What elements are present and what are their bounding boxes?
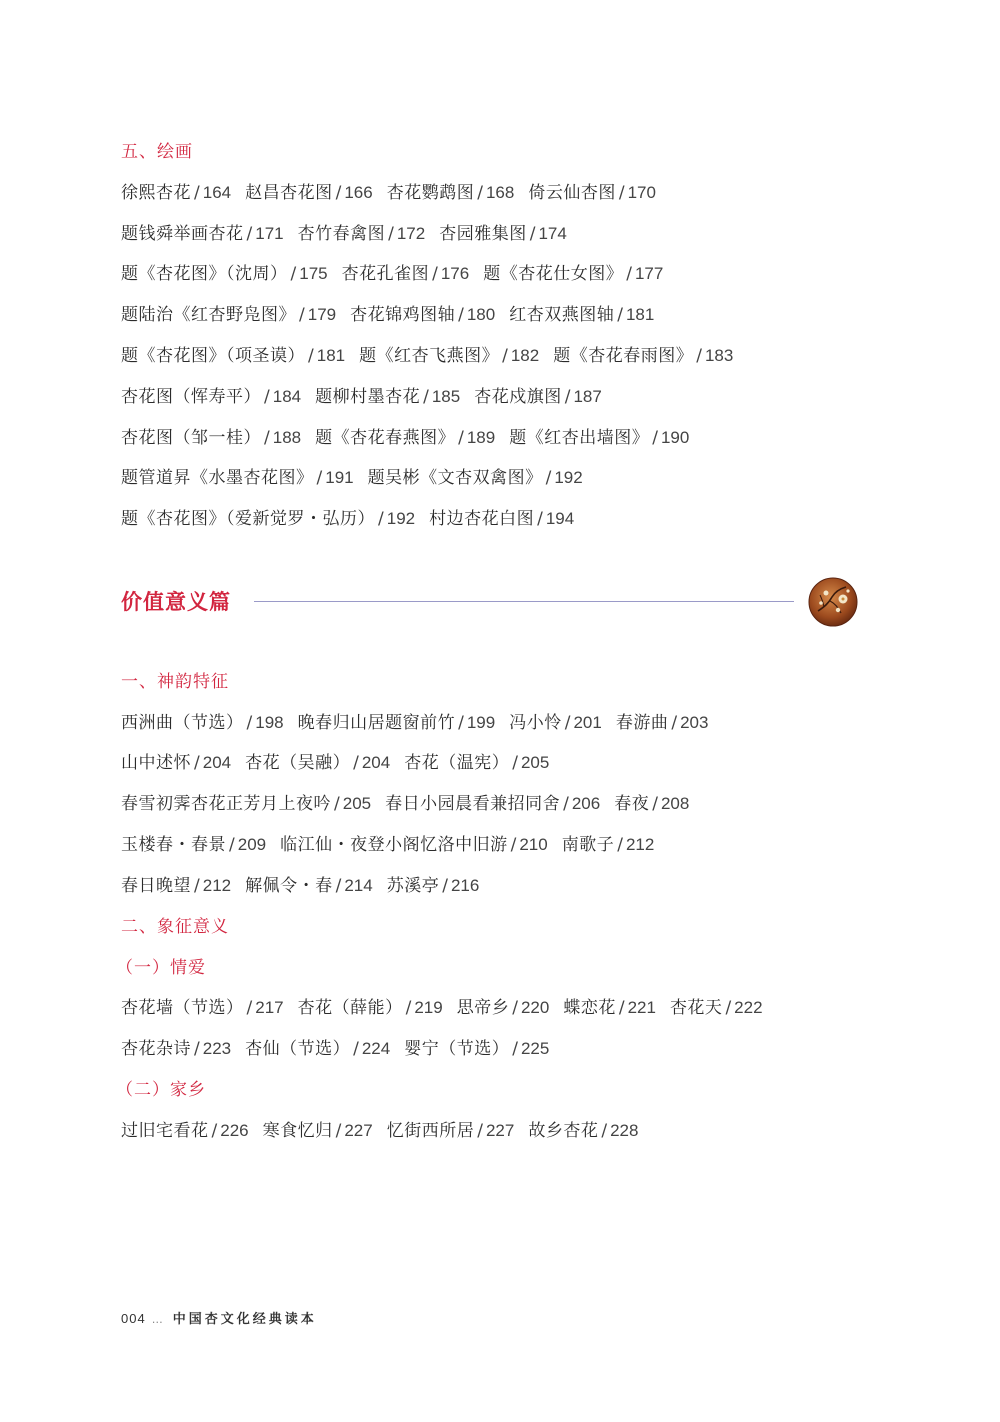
toc-entry-page: 210 xyxy=(519,835,548,854)
toc-separator: / xyxy=(512,998,518,1018)
toc-entry-title: 思帝乡 xyxy=(456,998,510,1018)
toc-line xyxy=(121,875,493,897)
toc-separator: / xyxy=(353,1039,359,1059)
footer-dots: … xyxy=(151,1313,163,1326)
toc-line xyxy=(121,223,581,245)
toc-separator: / xyxy=(353,753,359,773)
toc-entry-title: 西洲曲（节选） xyxy=(121,713,244,733)
toc-entry-page: 204 xyxy=(361,753,391,772)
toc-separator: / xyxy=(211,1121,218,1141)
toc-entry-page: 209 xyxy=(237,835,267,854)
toc-entry-page: 190 xyxy=(660,428,690,447)
toc-separator: / xyxy=(563,794,569,814)
toc-entry xyxy=(263,1121,373,1141)
toc-line xyxy=(121,834,668,856)
toc-entry-page: 175 xyxy=(299,264,328,283)
toc-entry-page: 225 xyxy=(520,1039,550,1058)
toc-entry xyxy=(121,998,284,1018)
toc-entry-page: 183 xyxy=(704,346,734,365)
toc-line xyxy=(121,304,668,326)
toc-entry-page: 205 xyxy=(342,794,372,813)
toc-entry-title: 题《红杏出墙图》 xyxy=(509,428,650,448)
toc-entry-page: 217 xyxy=(255,998,284,1017)
toc-entry xyxy=(121,264,328,284)
toc-entry-page: 216 xyxy=(450,876,480,895)
toc-separator: / xyxy=(378,509,384,529)
toc-line xyxy=(121,1038,563,1060)
toc-entry-page: 170 xyxy=(627,183,656,202)
toc-entry-page: 181 xyxy=(625,305,655,324)
toc-line xyxy=(121,712,722,734)
toc-separator: / xyxy=(601,1121,608,1141)
toc-separator: / xyxy=(458,305,464,325)
toc-entry-title: 杏花孔雀图 xyxy=(341,264,430,284)
toc-separator: / xyxy=(194,1039,200,1059)
toc-entry xyxy=(385,794,600,814)
toc-entry-page: 180 xyxy=(466,305,496,324)
toc-entry-page: 228 xyxy=(610,1121,639,1140)
toc-separator: / xyxy=(194,183,200,203)
toc-entry xyxy=(457,998,550,1018)
toc-entry xyxy=(614,794,689,814)
toc-entry-page: 192 xyxy=(554,468,583,487)
toc-entry-page: 226 xyxy=(220,1121,249,1140)
toc-line xyxy=(121,1120,652,1142)
toc-entry-page: 223 xyxy=(202,1039,232,1058)
toc-entry-title: 杏花（温宪） xyxy=(404,753,510,773)
toc-entry-title: 题《红杏飞燕图》 xyxy=(359,346,500,366)
toc-entry xyxy=(616,713,709,733)
subsection-heading-home: （二）家乡 xyxy=(116,1080,206,1100)
toc-entry xyxy=(429,509,574,529)
toc-entry-title: 杏花戍旗图 xyxy=(474,387,562,407)
toc-separator: / xyxy=(671,713,678,733)
toc-entry xyxy=(387,876,480,896)
toc-separator: / xyxy=(564,387,571,407)
toc-entry-title: 题《杏花春燕图》 xyxy=(315,428,456,448)
toc-entry-title: 晚春归山居题窗前竹 xyxy=(297,713,456,733)
toc-entry xyxy=(404,753,549,773)
toc-entry-title: 寒食忆归 xyxy=(262,1121,333,1141)
toc-separator: / xyxy=(335,183,342,203)
toc-entry xyxy=(121,305,336,325)
toc-separator: / xyxy=(617,835,623,855)
toc-entry-title: 题柳村墨杏花 xyxy=(315,387,421,407)
toc-entry xyxy=(121,1039,231,1059)
section-heading-spirit: 一、神韵特征 xyxy=(121,672,229,692)
subsection-heading-love: （一）情爱 xyxy=(116,958,206,978)
toc-entry xyxy=(439,224,567,244)
toc-entry-title: 杏竹春禽图 xyxy=(297,224,386,244)
toc-entry xyxy=(528,183,656,203)
toc-entry-title: 杏花墙（节选） xyxy=(121,998,244,1018)
toc-entry xyxy=(245,183,373,203)
toc-entry-title: 题管道昇《水墨杏花图》 xyxy=(121,468,314,488)
toc-entry-title: 解佩令・春 xyxy=(245,876,333,896)
toc-entry-page: 187 xyxy=(573,387,602,406)
toc-entry-title: 题《杏花图》（沈周） xyxy=(121,264,288,284)
toc-separator: / xyxy=(510,835,517,855)
toc-entry-page: 194 xyxy=(545,509,575,528)
toc-entry-title: 玉楼春・春景 xyxy=(121,835,226,855)
toc-separator: / xyxy=(246,998,253,1018)
toc-entry-title: 春日小园晨看兼招同舍 xyxy=(385,794,561,814)
toc-entry xyxy=(121,224,284,244)
toc-entry xyxy=(245,876,373,896)
toc-entry-page: 208 xyxy=(660,794,690,813)
toc-separator: / xyxy=(652,794,658,814)
toc-entry-page: 222 xyxy=(734,998,763,1017)
toc-entry-title: 冯小怜 xyxy=(509,713,562,733)
section-heading-symbol: 二、象征意义 xyxy=(121,917,229,937)
toc-separator: / xyxy=(405,998,412,1018)
toc-separator: / xyxy=(477,1121,483,1141)
toc-separator: / xyxy=(335,1121,342,1141)
toc-entry-title: 苏溪亭 xyxy=(386,876,440,896)
toc-separator: / xyxy=(423,387,429,407)
toc-line xyxy=(121,345,747,367)
toc-entry-title: 题钱舜举画杏花 xyxy=(121,224,244,244)
toc-entry xyxy=(121,387,301,407)
toc-entry-title: 杏花鹦鹉图 xyxy=(386,183,475,203)
toc-entry xyxy=(298,224,426,244)
toc-separator: / xyxy=(432,264,438,284)
toc-entry-title: 赵昌杏花图 xyxy=(245,183,333,203)
toc-separator: / xyxy=(652,428,658,448)
section-heading-painting: 五、绘画 xyxy=(121,142,193,162)
toc-entry xyxy=(121,509,415,529)
toc-entry-title: 春雪初霁杏花正芳月上夜吟 xyxy=(121,794,331,814)
toc-separator: / xyxy=(458,428,464,448)
toc-entry xyxy=(359,346,539,366)
toc-entry xyxy=(315,428,495,448)
chapter-title: 价值意义篇 xyxy=(121,590,231,614)
toc-entry xyxy=(298,713,496,733)
book-title: 中国杏文化经典读本 xyxy=(172,1312,317,1327)
toc-entry xyxy=(350,305,495,325)
toc-entry xyxy=(553,346,733,366)
toc-entry xyxy=(121,428,301,448)
toc-entry-title: 杏花图（邹一桂） xyxy=(121,428,261,448)
toc-entry-title: 春日晚望 xyxy=(121,876,191,896)
toc-entry-page: 182 xyxy=(510,346,540,365)
toc-entry-title: 杏花（吴融） xyxy=(245,753,351,773)
toc-separator: / xyxy=(264,387,270,407)
toc-entry-page: 184 xyxy=(272,387,302,406)
toc-entry-page: 168 xyxy=(485,183,515,202)
toc-entry xyxy=(474,387,602,407)
toc-separator: / xyxy=(564,713,571,733)
toc-separator: / xyxy=(502,346,508,366)
toc-line xyxy=(121,508,588,530)
toc-entry-page: 191 xyxy=(325,468,354,487)
toc-entry xyxy=(245,1039,390,1059)
toc-entry-title: 题陆治《红杏野凫图》 xyxy=(121,305,296,325)
toc-entry-page: 212 xyxy=(202,876,232,895)
toc-entry xyxy=(280,835,548,855)
toc-entry-title: 题《杏花仕女图》 xyxy=(483,264,624,284)
toc-entry-page: 219 xyxy=(414,998,443,1017)
toc-separator: / xyxy=(537,509,543,529)
toc-entry-page: 192 xyxy=(386,509,416,528)
toc-separator: / xyxy=(442,876,448,896)
toc-entry xyxy=(368,468,583,488)
toc-entry-title: 杏花（薛能） xyxy=(297,998,403,1018)
toc-entry-page: 201 xyxy=(573,713,602,732)
toc-separator: / xyxy=(299,305,305,325)
toc-entry xyxy=(121,713,284,733)
toc-entry xyxy=(670,998,763,1018)
toc-entry-page: 172 xyxy=(396,224,426,243)
toc-entry-page: 214 xyxy=(344,876,373,895)
toc-entry xyxy=(563,998,656,1018)
toc-separator: / xyxy=(290,264,297,284)
toc-separator: / xyxy=(388,224,394,244)
toc-entry-page: 220 xyxy=(520,998,550,1017)
toc-entry-page: 164 xyxy=(202,183,232,202)
toc-entry-page: 177 xyxy=(634,264,664,283)
toc-separator: / xyxy=(194,753,200,773)
toc-entry-title: 春游曲 xyxy=(615,713,669,733)
toc-entry-title: 杏园雅集图 xyxy=(439,224,527,244)
toc-entry xyxy=(387,183,515,203)
toc-entry-page: 224 xyxy=(361,1039,391,1058)
toc-separator: / xyxy=(618,998,625,1018)
toc-separator: / xyxy=(512,1039,518,1059)
toc-separator: / xyxy=(545,468,552,488)
toc-entry-page: 204 xyxy=(202,753,232,772)
toc-entry-title: 题《杏花图》（爱新觉罗・弘历） xyxy=(121,509,375,529)
toc-entry-title: 红杏双燕图轴 xyxy=(509,305,615,325)
toc-separator: / xyxy=(626,264,632,284)
toc-entry-title: 徐熙杏花 xyxy=(121,183,191,203)
toc-entry-page: 166 xyxy=(344,183,373,202)
toc-entry xyxy=(509,713,602,733)
toc-entry-title: 忆街西所居 xyxy=(386,1121,475,1141)
toc-entry xyxy=(528,1121,638,1141)
toc-entry-title: 杏花锦鸡图轴 xyxy=(350,305,456,325)
toc-entry-page: 221 xyxy=(627,998,656,1017)
toc-entry-page: 227 xyxy=(344,1121,373,1140)
toc-separator: / xyxy=(477,183,483,203)
toc-line xyxy=(121,263,677,285)
toc-entry-title: 南歌子 xyxy=(561,835,615,855)
toc-separator: / xyxy=(618,183,625,203)
toc-entry-page: 227 xyxy=(485,1121,515,1140)
toc-entry xyxy=(245,753,390,773)
toc-entry-title: 村边杏花白图 xyxy=(429,509,535,529)
toc-entry xyxy=(562,835,655,855)
toc-entry-page: 203 xyxy=(680,713,709,732)
toc-entry-page: 198 xyxy=(255,713,284,732)
toc-entry xyxy=(121,753,231,773)
toc-entry-title: 杏仙（节选） xyxy=(245,1039,351,1059)
toc-entry-title: 蝶恋花 xyxy=(563,998,616,1018)
toc-entry-title: 山中述怀 xyxy=(121,753,191,773)
toc-entry-page: 205 xyxy=(520,753,550,772)
toc-entry-page: 188 xyxy=(272,428,302,447)
toc-entry-page: 185 xyxy=(431,387,461,406)
toc-entry xyxy=(121,468,354,488)
toc-entry xyxy=(387,1121,515,1141)
toc-entry-title: 过旧宅看花 xyxy=(121,1121,209,1141)
toc-separator: / xyxy=(194,876,200,896)
toc-entry xyxy=(298,998,443,1018)
toc-entry-title: 杏花杂诗 xyxy=(121,1039,191,1059)
toc-entry xyxy=(121,876,231,896)
toc-separator: / xyxy=(308,346,314,366)
chapter-divider xyxy=(254,601,794,602)
toc-separator: / xyxy=(334,794,340,814)
toc-entry-page: 174 xyxy=(538,224,567,243)
toc-separator: / xyxy=(512,753,518,773)
apricot-blossom-medallion-icon xyxy=(808,577,858,627)
toc-entry-title: 倚云仙杏图 xyxy=(528,183,616,203)
toc-line xyxy=(121,386,616,408)
toc-entry-page: 189 xyxy=(466,428,496,447)
toc-entry xyxy=(509,428,689,448)
toc-entry-page: 171 xyxy=(255,224,284,243)
page-footer xyxy=(121,1310,317,1329)
toc-line xyxy=(121,997,777,1019)
toc-entry xyxy=(342,264,470,284)
toc-entry-title: 题《杏花图》（项圣谟） xyxy=(121,346,305,366)
toc-entry-page: 176 xyxy=(440,264,470,283)
toc-entry-title: 春夜 xyxy=(614,794,650,814)
toc-entry-title: 临江仙・夜登小阁忆洛中旧游 xyxy=(280,835,508,855)
toc-entry-page: 181 xyxy=(316,346,346,365)
toc-separator: / xyxy=(617,305,623,325)
toc-line xyxy=(121,752,563,774)
toc-line xyxy=(121,427,703,449)
toc-entry xyxy=(404,1039,549,1059)
toc-entry xyxy=(483,264,663,284)
toc-separator: / xyxy=(264,428,270,448)
toc-separator: / xyxy=(458,713,464,733)
toc-separator: / xyxy=(335,876,342,896)
toc-entry xyxy=(121,1121,249,1141)
toc-entry xyxy=(315,387,460,407)
toc-line xyxy=(121,793,703,815)
toc-entry-page: 212 xyxy=(625,835,655,854)
toc-line xyxy=(121,467,597,489)
toc-entry xyxy=(509,305,654,325)
toc-entry-page: 199 xyxy=(466,713,496,732)
toc-entry xyxy=(121,183,231,203)
toc-entry-title: 杏花天 xyxy=(669,998,723,1018)
toc-entry xyxy=(121,346,345,366)
toc-entry-title: 故乡杏花 xyxy=(528,1121,599,1141)
toc-separator: / xyxy=(229,835,235,855)
toc-entry-title: 题吴彬《文杏双禽图》 xyxy=(367,468,543,488)
toc-entry-title: 婴宁（节选） xyxy=(404,1039,510,1059)
toc-separator: / xyxy=(529,224,536,244)
toc-separator: / xyxy=(696,346,702,366)
toc-separator: / xyxy=(246,713,253,733)
toc-entry-title: 杏花图（恽寿平） xyxy=(121,387,261,407)
toc-entry-title: 题《杏花春雨图》 xyxy=(553,346,694,366)
toc-entry xyxy=(121,835,266,855)
toc-entry-page: 206 xyxy=(571,794,601,813)
toc-separator: / xyxy=(316,468,323,488)
page-number: 004 xyxy=(121,1311,146,1326)
toc-separator: / xyxy=(246,224,253,244)
toc-entry xyxy=(121,794,371,814)
toc-line xyxy=(121,182,670,204)
toc-separator: / xyxy=(725,998,732,1018)
toc-entry-page: 179 xyxy=(307,305,337,324)
